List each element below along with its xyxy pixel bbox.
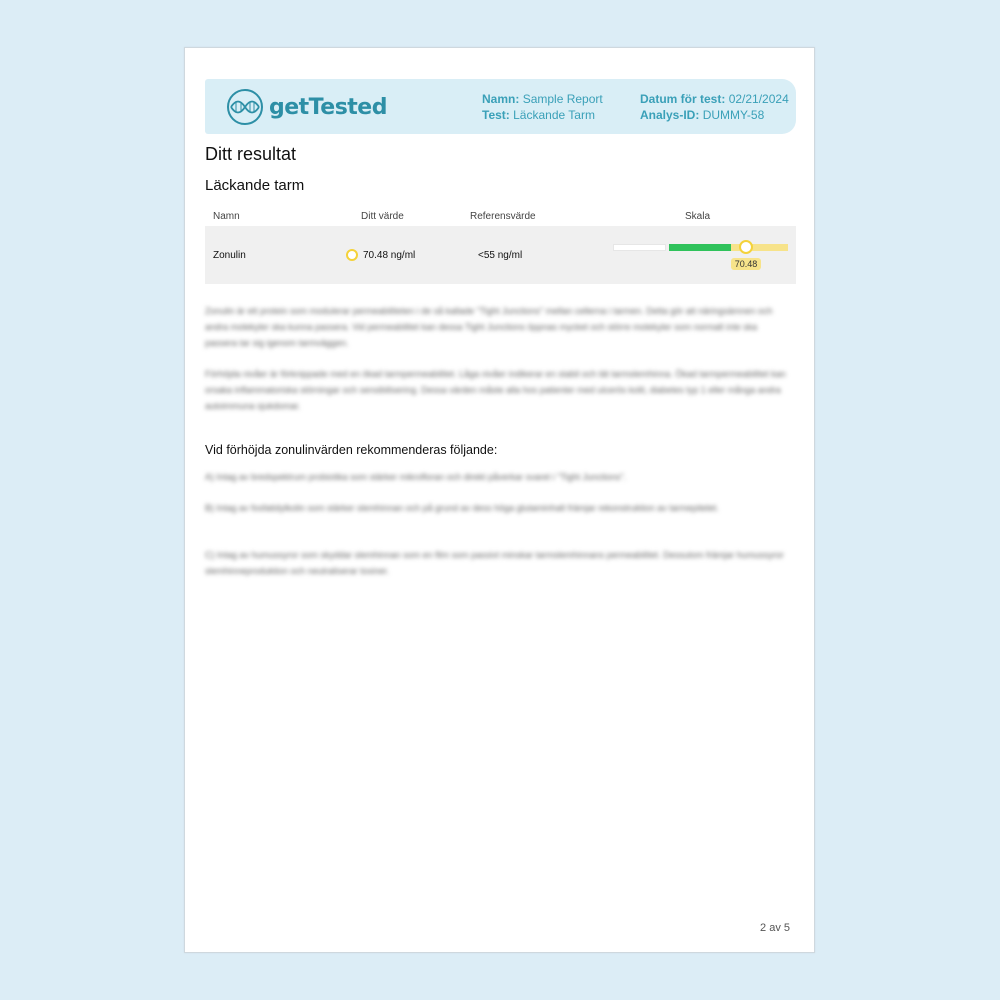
test-line <box>482 107 603 123</box>
name-label: Namn: <box>482 92 520 106</box>
test-label: Test: <box>482 108 510 122</box>
scale-marker-icon <box>739 240 753 254</box>
column-header-scale: Skala <box>685 211 711 222</box>
dna-logo-icon <box>225 87 265 127</box>
name-line <box>482 91 603 107</box>
patient-meta <box>482 91 603 123</box>
recommendations-title: Vid förhöjda zonulinvärden rekommenderas följande: <box>205 443 498 457</box>
status-dot-icon <box>346 249 358 261</box>
blurred-paragraph-2: Förhöjda nivåer är förknippade med en ökad tarmpermeabilitet. Låga nivåer indikerar en stabil och tät tarmslemhinna. Ökad tarmpermeabilitet kan orsaka inflammatoriska störningar och sensibilisering. Dessa värden måste alla hos patienter med ulcerös kolit, diabetes typ 1 eller många andra autoimmuna sjukdomar. <box>205 369 786 411</box>
blurred-recommendation-a: A) Intag av bredspektrum probiotika som stärker mikrofloran och direkt påverkar svaret i "Tight Junctions". <box>205 472 627 482</box>
scale-value-badge: 70.48 <box>731 258 761 270</box>
page-title: Ditt resultat <box>205 144 297 164</box>
id-line <box>640 107 789 123</box>
brand-name: getTested <box>269 94 387 120</box>
marker-value: 70.48 ng/ml <box>363 250 416 261</box>
table-header <box>205 208 796 227</box>
marker-reference: <55 ng/ml <box>478 250 523 261</box>
section-title: Läckande tarm <box>205 177 305 194</box>
brand-logo <box>225 87 387 127</box>
id-label: Analys-ID: <box>640 108 700 122</box>
date-value: 02/21/2024 <box>728 92 789 106</box>
test-value: Läckande Tarm <box>513 108 595 122</box>
report-page <box>184 47 815 953</box>
table-row <box>205 226 796 284</box>
blurred-paragraph-1: Zonulin är ett protein som modulerar permeabiliteten i de så kallade "Tight Junctions" mellan cellerna i tarmen. Detta gör att näringsämnen och andra molekyler ska kunna passera. Vid permeabilitet kan dessa Tight Junctions öppnas mycket och större molekyler som normalt inte ska passera tar sig igenom tarmväggen. <box>205 306 773 348</box>
scale-segment-low <box>613 244 666 251</box>
page-number: 2 av 5 <box>760 922 790 934</box>
scale-bar <box>613 244 788 269</box>
blurred-recommendation-c: C) Intag av humussyror som skyddar slemhinnan som en film som passivt minskar tarmslemhinnans permeabilitet. Dessutom främjar humussyror slemhinneproduktion och neutraliserar toxiner. <box>205 550 784 576</box>
column-header-value: Ditt värde <box>361 211 404 222</box>
column-header-reference: Referensvärde <box>470 211 536 222</box>
column-header-name: Namn <box>213 211 240 222</box>
scale-segment-normal <box>669 244 731 251</box>
report-header <box>205 79 796 134</box>
name-value: Sample Report <box>522 92 603 106</box>
date-line <box>640 91 789 107</box>
test-meta <box>640 91 789 123</box>
date-label: Datum för test: <box>640 92 726 106</box>
id-value: DUMMY-58 <box>702 108 765 122</box>
marker-name: Zonulin <box>213 250 246 261</box>
blurred-recommendation-b: B) Intag av fosfatidylkolin som stärker slemhinnan och på grund av dess höga glutaminhalt främjar rekonstruktion av tarmepitelet. <box>205 503 719 513</box>
